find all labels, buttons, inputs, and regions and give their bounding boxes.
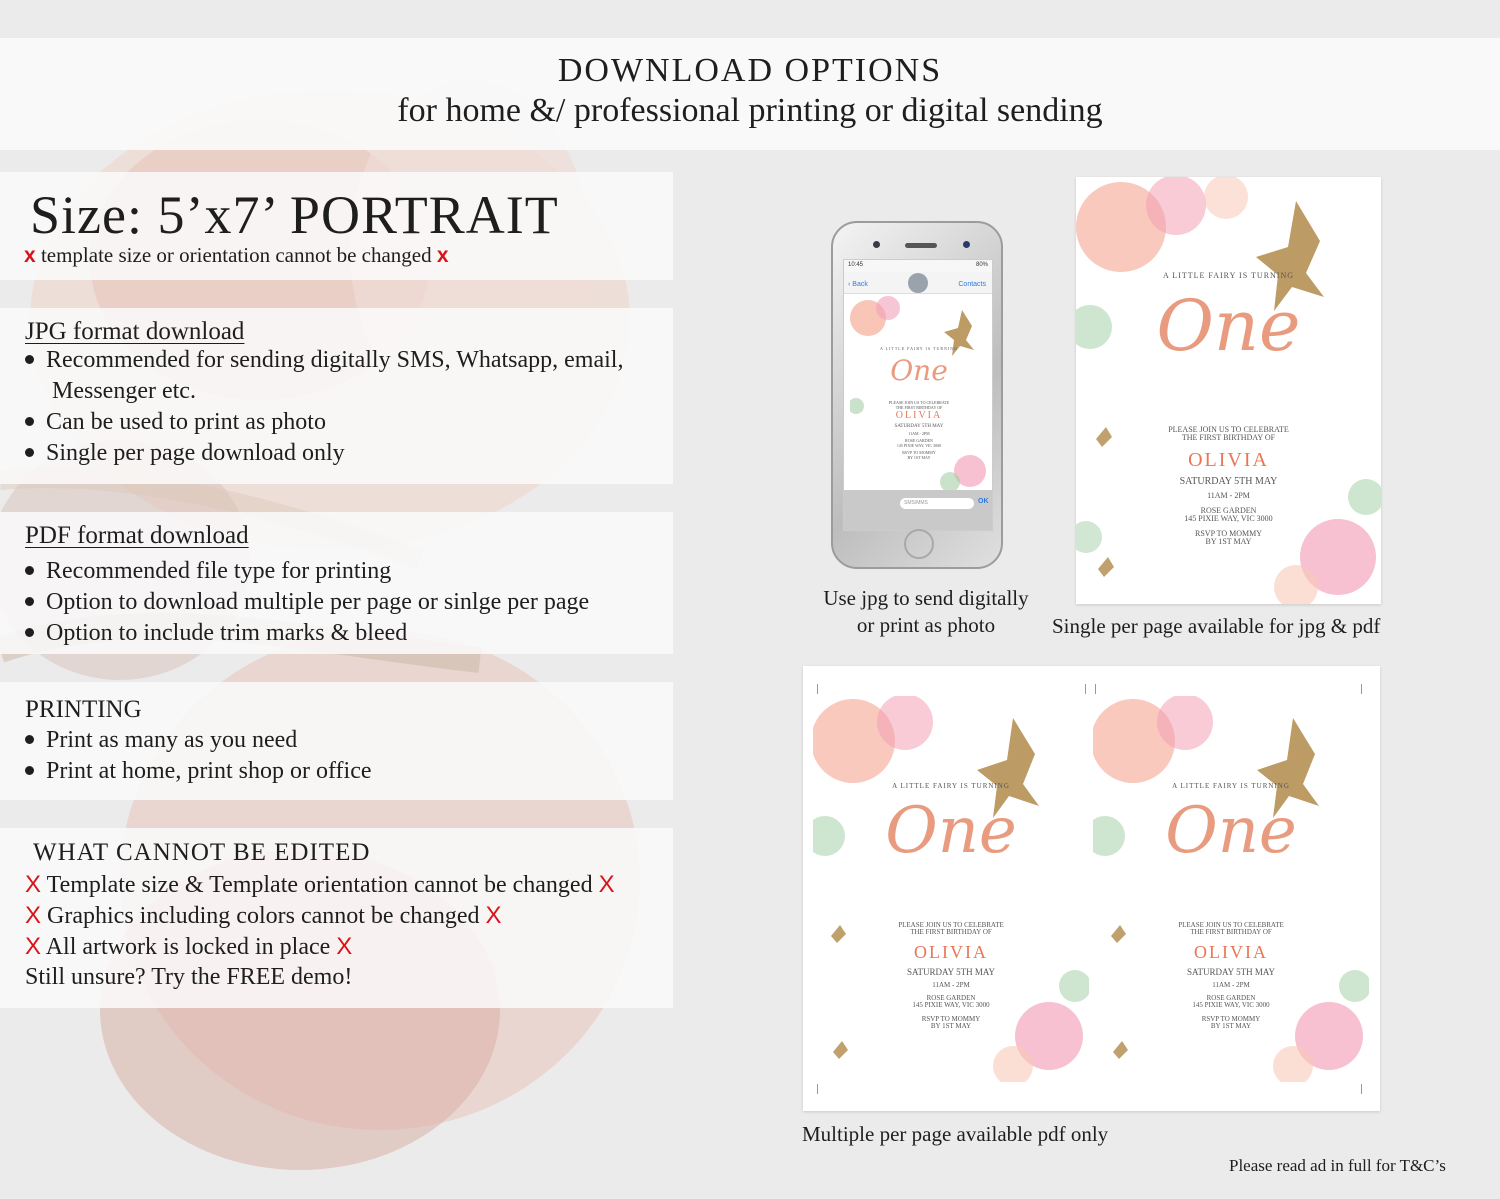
header-band [0,38,1500,150]
speaker-icon [905,243,937,248]
list-item: Print as many as you need [25,727,297,754]
x-mark-icon: X [25,871,42,898]
back-link[interactable]: ‹ Back [848,281,868,288]
single-caption: Single per page available for jpg & pdf [1052,614,1381,638]
footer-note: Please read ad in full for T&C’s [1229,1156,1446,1175]
x-mark-icon: X [336,933,353,960]
x-mark-icon: X [25,902,42,929]
sensor-icon [963,241,970,248]
status-time: 10:45 [848,262,864,268]
phone-caption-line1: Use jpg to send digitally [823,586,1029,610]
sheet-invitation-card-1: A LITTLE FAIRY IS TURNING One PLEASE JOIN US TO CELEBRATE THE FIRST BIRTHDAY OF OLIVIA SATURDAY 5TH MAY 11AM - 2PM ROSE GARDEN 145 PIXIE WAY, VIC 3000 RSVP TO MOMMY BY 1ST MAY [813,696,1089,1082]
contacts-link[interactable]: Contacts [958,281,986,288]
trim-mark [1085,684,1086,694]
pdf-heading: PDF format download [25,522,249,549]
list-item: Recommended file type for printing [25,558,391,585]
sheet-invitation-card-2: A LITTLE FAIRY IS TURNING One PLEASE JOIN US TO CELEBRATE THE FIRST BIRTHDAY OF OLIVIA SATURDAY 5TH MAY 11AM - 2PM ROSE GARDEN 145 PIXIE WAY, VIC 3000 RSVP TO MOMMY BY 1ST MAY [1093,696,1369,1082]
printing-heading: PRINTING [25,696,142,723]
list-item: Can be used to print as photo [25,409,326,436]
list-item: Messenger etc. [52,378,196,404]
trim-mark [1361,1084,1362,1094]
phone-invitation-card: A LITTLE FAIRY IS TURNING One PLEASE JOIN US TO CELEBRATE THE FIRST BIRTHDAY OF OLIVIA SATURDAY 5TH MAY 11AM - 2PM ROSE GARDEN 145 PIXIE WAY, VIC 3000 RSVP TO MOMMY BY 1ST MAY [850,296,988,492]
camera-icon [873,241,880,248]
list-item: Option to include trim marks & bleed [25,620,407,647]
trim-mark [1361,684,1362,694]
x-mark-icon: X [485,902,502,929]
message-input-bar [844,490,992,530]
x-mark-icon: X [598,871,615,898]
x-mark-icon: x [24,244,36,267]
page-title: DOWNLOAD OPTIONS [557,52,943,89]
trim-mark [817,684,818,694]
phone-screen [843,259,993,531]
x-mark-icon: X [25,933,42,960]
list-item: Print at home, print shop or office [25,758,372,785]
single-invitation-card: A LITTLE FAIRY IS TURNING One PLEASE JOIN US TO CELEBRATE THE FIRST BIRTHDAY OF OLIVIA SATURDAY 5TH MAY 11AM - 2PM ROSE GARDEN 145 PIXIE WAY, VIC 3000 RSVP TO MOMMY BY 1ST MAY [1076,177,1381,604]
floral-artwork [850,296,988,492]
bullet-icon [25,597,34,606]
list-item: Recommended for sending digitally SMS, Whatsapp, email, [25,347,623,374]
multiple-caption: Multiple per page available pdf only [802,1122,1109,1146]
x-mark-icon: x [436,244,449,267]
message-nav-bar [844,272,992,294]
bullet-icon [25,448,34,457]
list-item: Option to download multiple per page or sinlge per page [25,589,589,616]
list-item: X Template size & Template orientation cannot be changed X [25,871,615,898]
phone-mockup [831,221,1003,569]
size-note-text: template size or orientation cannot be changed [40,243,432,267]
list-item: X All artwork is locked in place X [25,933,353,960]
bullet-icon [25,417,34,426]
size-note [24,243,449,268]
ok-button[interactable]: OK [978,498,989,505]
status-battery: 80% [975,262,988,268]
jpg-format-panel [0,308,673,484]
pdf-format-panel [0,512,673,654]
page-subtitle: for home &/ professional printing or digital sending [397,92,1103,129]
size-panel [0,172,673,280]
cannot-edit-heading: WHAT CANNOT BE EDITED [33,839,371,866]
phone-caption-line2: or print as photo [856,613,996,637]
list-item: X Graphics including colors cannot be changed X [25,902,502,929]
trim-mark [1095,684,1096,694]
cannot-edit-panel [0,828,673,1008]
list-item: Single per page download only [25,440,345,467]
status-bar [844,260,992,272]
bullet-icon [25,628,34,637]
demo-text: Still unsure? Try the FREE demo! [25,964,353,990]
bullet-icon [25,735,34,744]
home-button[interactable] [904,529,934,559]
contact-avatar-icon [908,273,928,293]
multiple-per-page-sheet [803,666,1380,1111]
bullet-icon [25,355,34,364]
sms-input[interactable]: SMS/MMS [900,498,974,509]
jpg-heading: JPG format download [25,318,245,345]
bullet-icon [25,766,34,775]
printing-panel [0,682,673,800]
size-title: Size: 5’x7’ PORTRAIT [30,185,559,245]
bullet-icon [25,566,34,575]
trim-mark [817,1084,818,1094]
